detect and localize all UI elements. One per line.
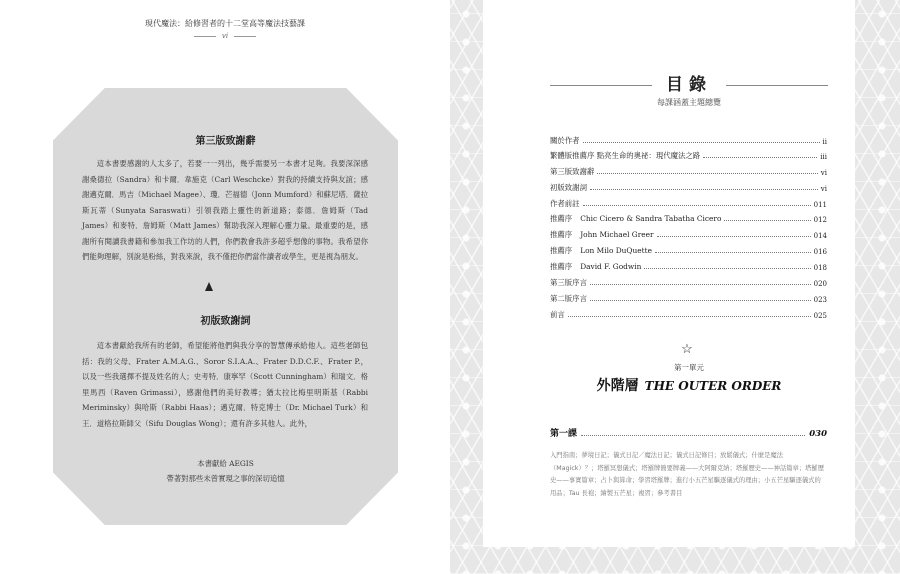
toc-entry-page: 018	[813, 264, 827, 272]
toc-entry-label: 第二版序言	[550, 294, 587, 303]
page-number-text: vi	[221, 32, 229, 40]
unit-title-en: THE OUTER ORDER	[644, 379, 782, 393]
unit-label: 第一單元	[674, 363, 704, 372]
dedication-line-2: 帶著對那些未曾實現之事的深切追憶	[166, 474, 285, 483]
dot-leader	[655, 252, 811, 253]
toc-entry[interactable]	[550, 165, 827, 177]
dot-leader	[581, 435, 805, 436]
toc-entry-page: 023	[813, 296, 827, 304]
toc-entry-page: 025	[813, 312, 827, 320]
toc-entry-label: 作者前註	[550, 199, 580, 208]
toc-entry-page: 012	[813, 216, 827, 224]
lesson-page: 030	[809, 429, 827, 439]
toc-entry-label: 第三版致謝辭	[550, 167, 595, 176]
toc-entry[interactable]	[550, 260, 827, 272]
toc-entry[interactable]	[550, 212, 827, 224]
divider	[194, 36, 216, 37]
toc-entry[interactable]	[550, 292, 827, 304]
toc-subtitle: 每課涵蓋主題總覽	[657, 98, 721, 107]
dot-leader	[724, 220, 810, 221]
dedication-line-1: 本書獻給 AEGIS	[197, 459, 254, 468]
first-edition-title: 初版致謝詞	[200, 316, 251, 327]
toc-entry-label: 推薦序	[550, 246, 573, 255]
toc-title: 目錄	[666, 75, 712, 95]
dot-leader	[644, 268, 810, 269]
triangle-icon	[205, 282, 213, 291]
unit-title	[550, 375, 828, 395]
toc-entry-label: 推薦序	[550, 262, 573, 271]
first-edition-paragraph: 這本書獻給我所有的老師，希望能將他們與我分享的智慧傳承給他人。這些老師包括：我的父母、Frater A.M.A.G.、Soror S.I.A.A.、Frater D.D.C.F.、Frater P.，以及一些我選擇不提及姓名的人；史考特．康寧罕（Scott Cunningham）和瑞文．格里馬西（Raven Grimassi），感謝他們的美好教導；猶太拉比梅里明斯基（Rabbi Meriminsky）與哈斯（Rabbi Haas）；邁克爾．特克博士（Dr. Michael Turk）和王．道格拉斯師父（Sifu Douglas Wong）；還有許多其他人。此外，	[82, 341, 368, 428]
toc-entry-page: 011	[813, 201, 827, 209]
toc-entry-page: 014	[813, 232, 827, 240]
lesson-topics: 入門指南；夢境日記；儀式日記／魔法日記；儀式日記條目；放鬆儀式；什麼是魔法（Magick）？；塔羅冥想儀式；塔羅牌簡要牌義——大阿爾克納；塔羅歷史——神話篇章；塔羅歷史——事實篇章；占卜與算命；學習塔羅牌；進行小五芒星驅逐儀式的理由；小五芒星驅逐儀式的用品；Tau 長袍；繪製五芒星；複習；參考書目	[550, 452, 825, 497]
toc-entry-label: 繁體版推薦序 點亮生命的奧祕：現代魔法之路	[550, 151, 701, 160]
toc-entry-label: 第三版序言	[550, 278, 587, 287]
toc-entry-author: John Michael Greer	[580, 230, 654, 239]
dot-leader	[583, 142, 820, 143]
dot-leader	[703, 157, 817, 158]
third-edition-paragraph: 這本書要感謝的人太多了，若要一一列出，幾乎需要另一本書才足夠。我要深深感謝桑德拉（Sandra）和卡爾．韋施克（Carl Weschcke）對我的持續支持與友誼；感謝邁克爾．馬吉（Michael Magee）、瓊．芒福德（Jonn Mumford）和蘇尼塔．薩拉斯瓦蒂（Sunyata Saraswati）引領我踏上靈性的新道路；泰德．詹姆斯（Tad James）和麥特．詹姆斯（Matt James）幫助我深入理解心靈力量。最重要的是，感謝所有閱讀我書籍和參加我工作坊的人們，你們教會我許多超乎想像的事物。我希望你們能夠理解，別說是粉絲，對我來說，我不僅把你們當作讀者或學生，更是視為朋友。	[82, 159, 368, 261]
toc-entry-page: vi	[820, 169, 827, 177]
star-icon: ☆	[681, 342, 693, 357]
running-head: 現代魔法：給修習者的十二堂高等魔法技藝課	[145, 19, 305, 28]
toc-entry[interactable]	[550, 244, 827, 256]
divider	[234, 36, 256, 37]
toc-entry[interactable]	[550, 197, 827, 209]
toc-entry-page: iii	[820, 153, 827, 161]
unit-title-zh: 外階層	[596, 378, 639, 394]
toc-entry-page: 020	[813, 280, 827, 288]
dot-leader	[590, 300, 811, 301]
dot-leader	[590, 189, 818, 190]
toc-entry[interactable]	[550, 149, 827, 161]
lesson-entry[interactable]	[550, 425, 827, 439]
toc-entry-page: ii	[822, 138, 827, 146]
dot-leader	[583, 205, 811, 206]
toc-entry-page: vi	[820, 185, 827, 193]
toc-entry-label: 初版致謝詞	[550, 183, 587, 192]
toc-entry-author: Lon Milo DuQuette	[580, 246, 652, 255]
toc-entry-label: 推薦序	[550, 214, 573, 223]
lesson-label: 第一課	[550, 429, 578, 439]
toc-entry-label: 前言	[550, 310, 565, 319]
toc-entry[interactable]	[550, 181, 827, 193]
toc-entry-label: 關於作者	[550, 136, 580, 145]
page-number	[0, 32, 450, 40]
toc-entry-author: David F. Godwin	[580, 262, 642, 271]
toc-entry[interactable]	[550, 134, 827, 146]
toc-entry-page: 016	[813, 248, 827, 256]
dot-leader	[590, 284, 811, 285]
dot-leader	[597, 173, 817, 174]
toc-entry-label: 推薦序	[550, 230, 573, 239]
dot-leader	[657, 236, 811, 237]
toc-entry[interactable]	[550, 308, 827, 320]
dot-leader	[568, 316, 811, 317]
third-edition-title: 第三版致謝辭	[195, 136, 256, 147]
toc-entry[interactable]	[550, 276, 827, 288]
toc-entry[interactable]	[550, 228, 827, 240]
toc-entry-author: Chic Cicero & Sandra Tabatha Cicero	[580, 214, 722, 223]
